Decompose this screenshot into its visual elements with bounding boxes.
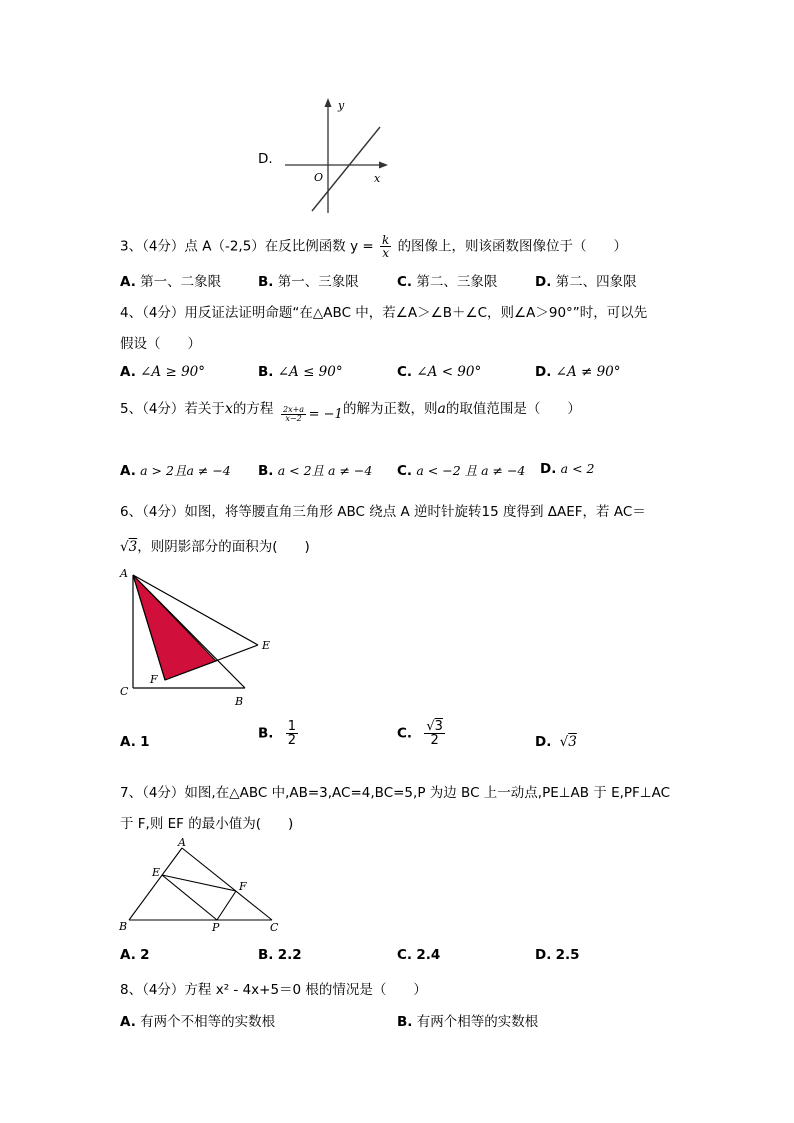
- q5-option-b-key: B.: [258, 463, 274, 479]
- q6-label-e: E: [262, 639, 271, 652]
- q4-line1: 4、（4分）用反证法证明命题“在△ABC 中，若∠A＞∠B＋∠C，则∠A＞90°”时，可以先: [120, 305, 648, 321]
- q3-stem: [120, 234, 627, 259]
- q6-label-c: C: [120, 685, 129, 698]
- q6-option-c: [397, 720, 445, 747]
- q4-line2: 假设（ ）: [120, 336, 201, 352]
- q6-option-a-text: 1: [140, 734, 150, 750]
- q8-stem: 8、（4分）方程 x² - 4x+5＝0 根的情况是（ ）: [120, 982, 427, 998]
- q3-frac-num: k: [381, 233, 390, 247]
- q5-stem-b: 的方程: [232, 401, 274, 417]
- q3-option-b-key: B.: [258, 274, 274, 290]
- q7-figure: [115, 838, 285, 938]
- q7-option-d: [535, 947, 580, 963]
- q2-y-label: y: [338, 99, 345, 112]
- q6-option-c-radicand: 3: [434, 719, 443, 734]
- q3-option-a-key: A.: [120, 274, 136, 290]
- q5-option-b-text: a < 2且 a ≠ −4: [277, 463, 373, 478]
- q6-line2: [120, 535, 310, 555]
- q3-option-b: [258, 270, 359, 290]
- q8-option-b-text: 有两个相等的实数根: [416, 1014, 539, 1030]
- q7-label-f: F: [239, 880, 247, 893]
- q7-side-ab: [129, 848, 182, 920]
- q5-stem-c: 的解为正数，则: [343, 401, 438, 417]
- q7-option-b-text: 2.2: [277, 947, 302, 963]
- q5-option-a-text: a > 2且a ≠ −4: [140, 463, 231, 478]
- q6-option-d-key: D.: [535, 734, 552, 750]
- q4-option-b-key: B.: [258, 364, 274, 380]
- q4-option-a-key: A.: [120, 364, 136, 380]
- q7-option-b-key: B.: [258, 947, 274, 963]
- q5-stem-d: 的取值范围是（ ）: [445, 401, 581, 417]
- q5-option-a: [120, 461, 231, 479]
- q5-option-d: [540, 461, 594, 477]
- q7-label-c: C: [270, 921, 279, 934]
- q8-option-a: [120, 1010, 275, 1030]
- q6-option-c-key: C.: [397, 725, 413, 742]
- q5-stem-tail: [343, 397, 581, 417]
- q8-option-a-key: A.: [120, 1014, 136, 1030]
- q5-option-a-key: A.: [120, 463, 136, 479]
- q7-option-b: [258, 947, 302, 963]
- q6-option-b-key: B.: [258, 725, 274, 742]
- q6-label-b: B: [235, 695, 244, 708]
- q5-option-d-key: D.: [540, 461, 557, 477]
- q8-option-b-key: B.: [397, 1014, 413, 1030]
- q5-option-c: [397, 461, 525, 479]
- q6-sqrt-radicand: 3: [128, 539, 138, 555]
- q5-eq-fraction: [281, 406, 306, 423]
- q6-option-a-key: A.: [120, 734, 136, 750]
- q7-segment-pf: [217, 891, 236, 920]
- q6-option-d-radicand: 3: [568, 734, 577, 750]
- q2-graph: [280, 95, 400, 215]
- q6-option-d: [535, 734, 577, 750]
- q6-label-f: F: [150, 673, 158, 686]
- q6-option-a: [120, 734, 150, 750]
- q7-option-a-key: A.: [120, 947, 136, 963]
- q5-eq-num: 2x+a: [283, 405, 305, 414]
- q3-option-d-text: 第二、四象限: [555, 274, 637, 290]
- q2-origin-label: O: [314, 171, 324, 184]
- q6-option-c-frac: [424, 720, 445, 747]
- q7-line2: 于 F,则 EF 的最小值为( ): [120, 816, 294, 832]
- q3-fraction: [380, 234, 391, 259]
- q3-option-a: [120, 270, 221, 290]
- q2-y-arrow: [325, 98, 332, 107]
- q5-eq-den: x−2: [281, 414, 306, 423]
- q5-eq-rhs: = −1: [308, 407, 343, 422]
- q3-option-d-key: D.: [535, 274, 552, 290]
- q3-frac-den: x: [380, 246, 391, 259]
- q4-option-b: [258, 364, 343, 380]
- q8-option-a-text: 有两个不相等的实数根: [140, 1014, 276, 1030]
- q4-option-c-text: ∠A < 90°: [416, 364, 482, 380]
- q5-option-d-text: a < 2: [560, 461, 595, 476]
- q4-option-b-text: ∠A ≤ 90°: [277, 364, 343, 380]
- q7-option-c-text: 2.4: [416, 947, 441, 963]
- q6-shaded-region: [133, 575, 216, 680]
- q2-x-arrow: [379, 162, 388, 169]
- q7-option-d-key: D.: [535, 947, 552, 963]
- q5-stem-a: 5、（4分）若关于: [120, 401, 225, 417]
- q6-option-c-den: 2: [424, 733, 445, 747]
- q5-stem: [120, 397, 273, 417]
- q7-option-a: [120, 947, 150, 963]
- q5-equation: [281, 406, 343, 423]
- q7-side-ac: [182, 848, 272, 920]
- q4-option-c-key: C.: [397, 364, 413, 380]
- q6-label-a: A: [120, 567, 128, 580]
- q5-option-c-key: C.: [397, 463, 413, 479]
- q5-option-b: [258, 461, 372, 479]
- q5-option-c-text: a < −2 且 a ≠ −4: [416, 463, 526, 478]
- q3-option-b-text: 第一、三象限: [277, 274, 359, 290]
- q7-label-b: B: [119, 920, 128, 933]
- q7-line1: 7、（4分）如图,在△ABC 中,AB=3,AC=4,BC=5,P 为边 BC 上一动点,PE⊥AB 于 E,PF⊥AC: [120, 785, 670, 801]
- q7-segment-pe: [162, 875, 217, 920]
- q2-x-label: x: [374, 172, 381, 185]
- q7-label-p: P: [212, 921, 220, 934]
- q5-var-a: a: [437, 401, 446, 417]
- q3-option-c-key: C.: [397, 274, 413, 290]
- q2-function-line: [312, 127, 380, 211]
- q4-option-d: [535, 364, 621, 380]
- q6-figure: [115, 565, 285, 710]
- q6-option-b-frac: [286, 720, 298, 747]
- q7-option-c-key: C.: [397, 947, 413, 963]
- q7-label-a: A: [178, 836, 186, 849]
- q4-option-a: [120, 364, 205, 380]
- q6-sqrt: √3: [120, 539, 138, 555]
- q6-line1: 6、（4分）如图，将等腰直角三角形 ABC 绕点 A 逆时针旋转15 度得到 ΔAEF，若 AC＝: [120, 504, 646, 520]
- q6-line2-rest: ，则阴影部分的面积为( ): [137, 539, 310, 555]
- q3-option-c: [397, 270, 497, 290]
- q4-option-c: [397, 364, 481, 380]
- q4-option-a-text: ∠A ≥ 90°: [140, 364, 206, 380]
- q3-option-a-text: 第一、二象限: [140, 274, 222, 290]
- q6-option-b-den: 2: [287, 733, 296, 748]
- q3-stem-a: 3、（4分）点 A（-2,5）在反比例函数 y =: [120, 238, 374, 255]
- q7-label-e: E: [152, 866, 161, 879]
- q5-var-x: x: [224, 401, 233, 417]
- q3-stem-b: 的图像上，则该函数图像位于（ ）: [397, 238, 628, 255]
- q3-option-c-text: 第二、三象限: [416, 274, 498, 290]
- q3-option-d: [535, 270, 637, 290]
- q7-option-d-text: 2.5: [555, 947, 580, 963]
- q6-option-d-sqrt: √3: [559, 734, 577, 750]
- q6-option-b-num: 1: [287, 719, 296, 734]
- q4-option-d-text: ∠A ≠ 90°: [555, 364, 621, 380]
- q7-option-c: [397, 947, 440, 963]
- q6-option-b: [258, 720, 298, 747]
- q6-option-c-num: √3: [426, 719, 443, 734]
- q4-option-d-key: D.: [535, 364, 552, 380]
- q2-option-d-label: D.: [258, 151, 273, 167]
- q8-option-b: [397, 1010, 538, 1030]
- q7-option-a-text: 2: [140, 947, 150, 963]
